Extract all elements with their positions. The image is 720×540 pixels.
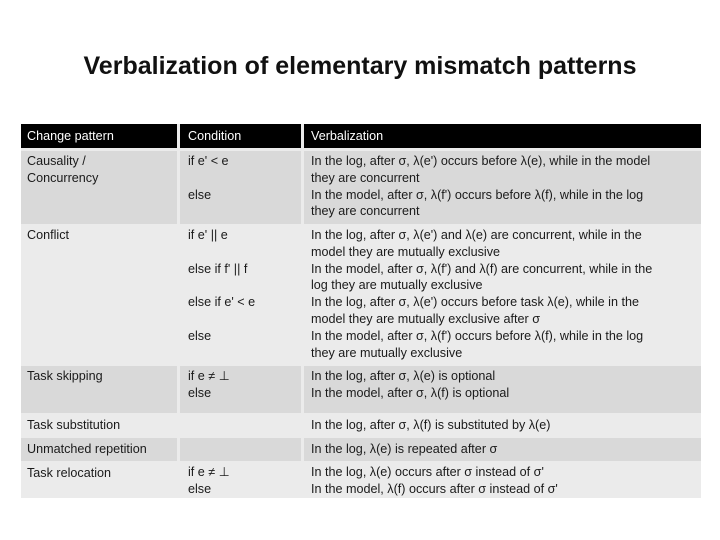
condition-text: else [188, 385, 212, 400]
verbalization-text: In the log, after σ, λ(e') and λ(e) are concurrent, while in the [311, 228, 642, 242]
header-change-pattern: Change pattern [21, 124, 177, 148]
pattern-text: Unmatched repetition [27, 442, 147, 456]
condition-text: if e ≠ ⊥ [188, 369, 230, 383]
table-row [21, 462, 701, 498]
verbalization-text: In the log, λ(e) occurs after σ instead of σ' [311, 465, 544, 479]
condition-cell [180, 462, 301, 498]
mismatch-patterns-table [21, 124, 701, 498]
condition-text: if e' || e [188, 228, 228, 242]
condition-cell [180, 151, 301, 224]
pattern-cell [21, 151, 177, 224]
table-row [21, 225, 701, 365]
condition-text: else if f' || f [188, 262, 248, 276]
verbalization-cell [304, 414, 701, 437]
condition-cell [180, 225, 301, 365]
verbalization-cell [304, 438, 701, 461]
pattern-cell [21, 225, 177, 365]
header-verbalization: Verbalization [304, 124, 701, 148]
condition-text: if e ≠ ⊥ [188, 465, 230, 479]
table-row [21, 151, 701, 224]
verbalization-cell [304, 151, 701, 224]
pattern-text: Concurrency [27, 170, 99, 185]
condition-text: else if e' < e [188, 295, 256, 309]
verbalization-text: In the model, after σ, λ(f') occurs before λ(f), while in the log [311, 328, 644, 343]
verbalization-text: In the model, λ(f) occurs after σ instead of σ' [311, 481, 558, 496]
pattern-text: Task substitution [27, 418, 121, 432]
header-condition: Condition [180, 124, 301, 148]
pattern-cell [21, 462, 177, 498]
verbalization-text: they are concurrent [311, 170, 420, 185]
pattern-text: Task relocation [27, 466, 111, 480]
condition-cell [180, 366, 301, 413]
condition-text: else [188, 329, 212, 343]
pattern-cell [21, 414, 177, 437]
pattern-cell [21, 438, 177, 461]
verbalization-text: log they are mutually exclusive [311, 278, 483, 293]
verbalization-text: model they are mutually exclusive after σ [311, 311, 540, 326]
slide-title: Verbalization of elementary mismatch patterns [83, 52, 637, 80]
pattern-text: Task skipping [27, 369, 103, 383]
table-row [21, 366, 701, 413]
verbalization-text: they are mutually exclusive [311, 345, 463, 360]
pattern-cell [21, 366, 177, 413]
verbalization-text: In the log, after σ, λ(f) is substituted by λ(e) [311, 418, 551, 432]
pattern-text: Causality / [27, 154, 86, 168]
verbalization-text: In the log, after σ, λ(e') occurs before task λ(e), while in the [311, 295, 639, 310]
verbalization-cell [304, 366, 701, 413]
verbalization-text: model they are mutually exclusive [311, 244, 500, 259]
pattern-text: Conflict [27, 228, 69, 242]
verbalization-text: In the log, after σ, λ(e') occurs before λ(e), while in the model [311, 154, 651, 168]
condition-text: else [188, 188, 212, 202]
table-header-row [21, 124, 701, 148]
verbalization-text: In the model, after σ, λ(f') occurs before λ(f), while in the log [311, 187, 644, 202]
verbalization-cell [304, 225, 701, 365]
condition-text: if e' < e [188, 154, 229, 168]
condition-text: else [188, 481, 212, 496]
verbalization-text: In the model, after σ, λ(f') and λ(f) are concurrent, while in the [311, 261, 653, 276]
verbalization-text: In the log, λ(e) is repeated after σ [311, 442, 498, 456]
condition-cell [180, 414, 301, 437]
verbalization-cell [304, 462, 701, 498]
table-row [21, 438, 701, 461]
verbalization-text: In the model, after σ, λ(f) is optional [311, 385, 510, 400]
table-row [21, 414, 701, 437]
verbalization-text: In the log, after σ, λ(e) is optional [311, 369, 496, 383]
verbalization-text: they are concurrent [311, 204, 420, 219]
condition-cell [180, 438, 301, 461]
